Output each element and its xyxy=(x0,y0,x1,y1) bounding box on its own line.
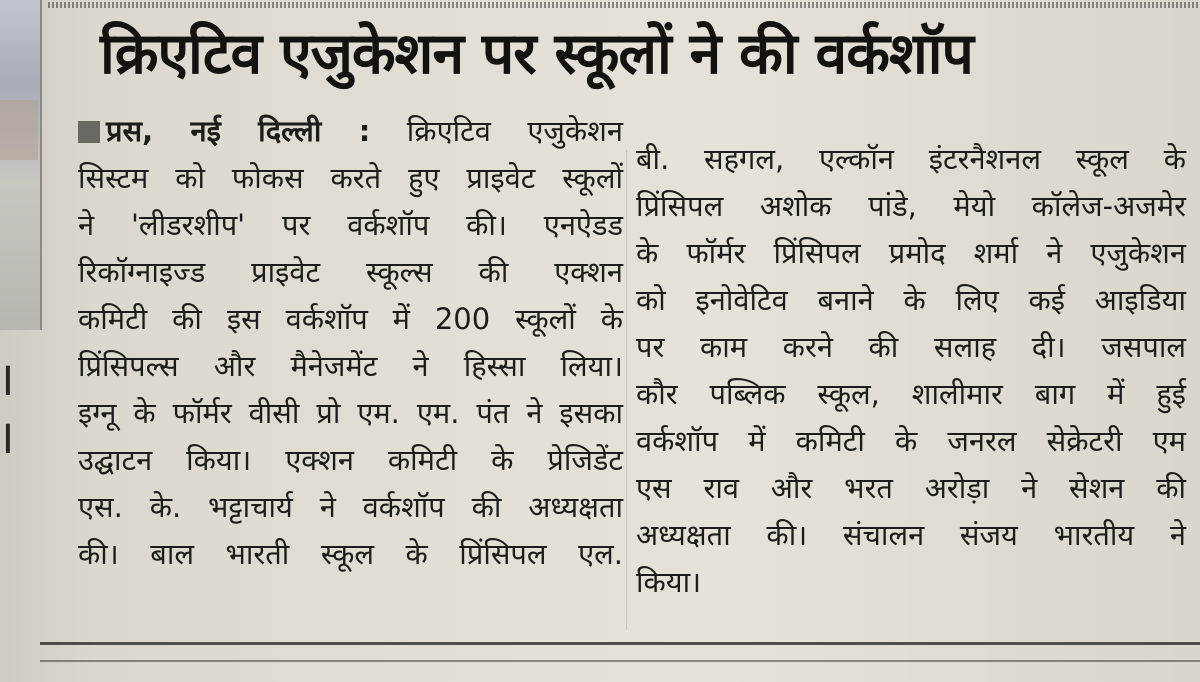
margin-text-fragment: I xyxy=(2,417,14,463)
article-right-column xyxy=(636,136,1186,606)
article-line: इग्नू के फॉर्मर वीसी प्रो एम. एम. पंत ने इसका xyxy=(78,396,623,430)
article-line: सिस्टम को फोकस करते हुए प्राइवेट स्कूलों xyxy=(78,161,623,195)
article-line: वर्कशॉप में कमिटी के जनरल सेक्रेटरी एम xyxy=(636,424,1186,458)
article-line: के फॉर्मर प्रिंसिपल प्रमोद शर्मा ने एजुकेशन xyxy=(636,236,1186,270)
article-line: ने 'लीडरशीप' पर वर्कशॉप की। एनऐडड xyxy=(78,208,623,242)
article-line: अध्यक्षता की। संचालन संजय भारतीय ने xyxy=(636,518,1186,552)
article-left-column xyxy=(78,108,623,578)
article-line: को इनोवेटिव बनाने के लिए कई आइडिया xyxy=(636,283,1186,317)
bottom-rule-secondary xyxy=(40,660,1200,662)
article-line: बी. सहगल, एल्कॉन इंटरनैशनल स्कूल के xyxy=(636,142,1186,176)
article-line: उद्घाटन किया। एक्शन कमिटी के प्रेजिडेंट xyxy=(78,443,623,477)
article-line: कमिटी की इस वर्कशॉप में 200 स्कूलों के xyxy=(78,302,623,336)
dateline-marker-icon xyxy=(78,121,100,143)
column-divider xyxy=(626,150,627,630)
article-line: एस. के. भट्टाचार्य ने वर्कशॉप की अध्यक्षता xyxy=(78,490,623,524)
article-headline: क्रिएटिव एजुकेशन पर स्कूलों ने की वर्कशॉप xyxy=(100,21,973,87)
article-line: पर काम करने की सलाह दी। जसपाल xyxy=(636,330,1186,364)
article-line-text: क्रिएटिव एजुकेशन xyxy=(406,114,623,148)
article-line: की। बाल भारती स्कूल के प्रिंसिपल एल. xyxy=(78,537,623,571)
article-line xyxy=(78,108,623,155)
top-rule xyxy=(48,2,1200,8)
article-line: किया। xyxy=(636,565,702,599)
article-line: कौर पब्लिक स्कूल, शालीमार बाग में हुई xyxy=(636,377,1186,411)
adjacent-photo-fragment xyxy=(0,0,42,330)
article-line: रिकॉग्नाइज्ड प्राइवेट स्कूल्स की एक्शन xyxy=(78,255,623,289)
article-dateline: प्रस, नई दिल्ली : xyxy=(106,114,371,148)
margin-text-fragment: I xyxy=(2,359,14,405)
bottom-rule xyxy=(40,642,1200,645)
article-line: एस राव और भरत अरोड़ा ने सेशन की xyxy=(636,471,1186,505)
article-line: प्रिंसिपल्स और मैनेजमेंट ने हिस्सा लिया। xyxy=(78,349,623,383)
article-line: प्रिंसिपल अशोक पांडे, मेयो कॉलेज-अजमेर xyxy=(636,189,1186,223)
